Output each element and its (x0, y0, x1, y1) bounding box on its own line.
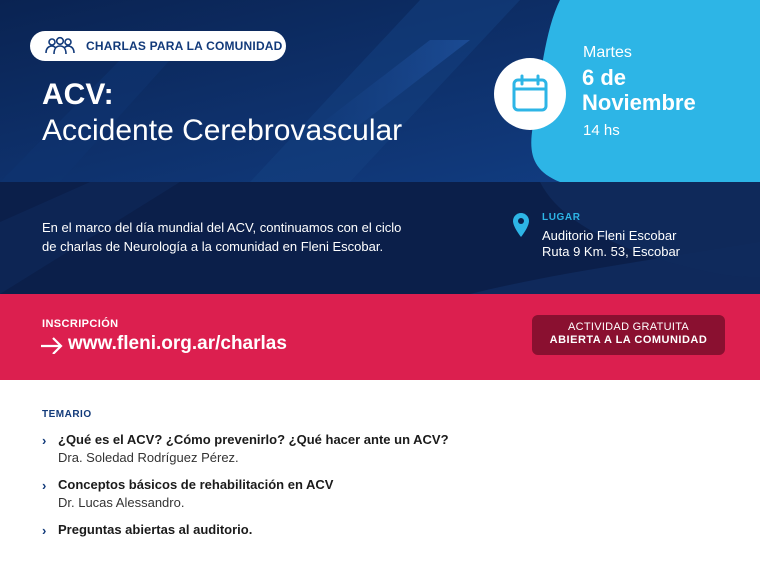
registration-link[interactable]: www.fleni.org.ar/charlas (68, 333, 287, 354)
date-badge (494, 58, 566, 130)
free-activity-badge (532, 315, 725, 355)
description-line: En el marco del día mundial del ACV, continuamos con el ciclo (42, 220, 402, 235)
event-date-day: 6 de (582, 65, 627, 90)
event-title: ACV: (42, 78, 114, 111)
category-pill (30, 31, 286, 61)
registration-label: INSCRIPCIÓN (42, 318, 119, 330)
location-name: Auditorio Fleni Escobar (542, 228, 677, 243)
people-group-icon (44, 35, 76, 57)
calendar-icon (511, 74, 549, 114)
agenda-label: TEMARIO (42, 409, 92, 420)
agenda-item-title: ¿Qué es el ACV? ¿Cómo prevenirlo? ¿Qué hacer ante un ACV? (58, 432, 449, 447)
category-label: CHARLAS PARA LA COMUNIDAD (86, 39, 283, 53)
agenda-item-speaker: Dra. Soledad Rodríguez Pérez. (58, 450, 239, 465)
event-weekday: Martes (583, 44, 632, 61)
location-label: LUGAR (542, 212, 581, 223)
event-time: 14 hs (583, 122, 620, 139)
chevron-right-icon: › (42, 478, 47, 493)
arrow-right-icon (40, 336, 64, 354)
map-pin-icon (513, 213, 529, 237)
chevron-right-icon: › (42, 523, 47, 538)
chevron-right-icon: › (42, 433, 47, 448)
agenda-item-title: Preguntas abiertas al auditorio. (58, 522, 253, 537)
badge-line2: ABIERTA A LA COMUNIDAD (549, 334, 708, 346)
badge-line1: ACTIVIDAD GRATUITA (567, 321, 690, 333)
description-line: de charlas de Neurología a la comunidad en Fleni Escobar. (42, 239, 384, 254)
event-description (42, 218, 462, 256)
event-date-month: Noviembre (582, 90, 696, 115)
agenda-item-speaker: Dr. Lucas Alessandro. (58, 495, 185, 510)
location-address: Ruta 9 Km. 53, Escobar (542, 244, 681, 259)
agenda-item-title: Conceptos básicos de rehabilitación en ACV (58, 477, 334, 492)
hero-section (0, 0, 760, 182)
event-subtitle: Accidente Cerebrovascular (42, 114, 403, 147)
